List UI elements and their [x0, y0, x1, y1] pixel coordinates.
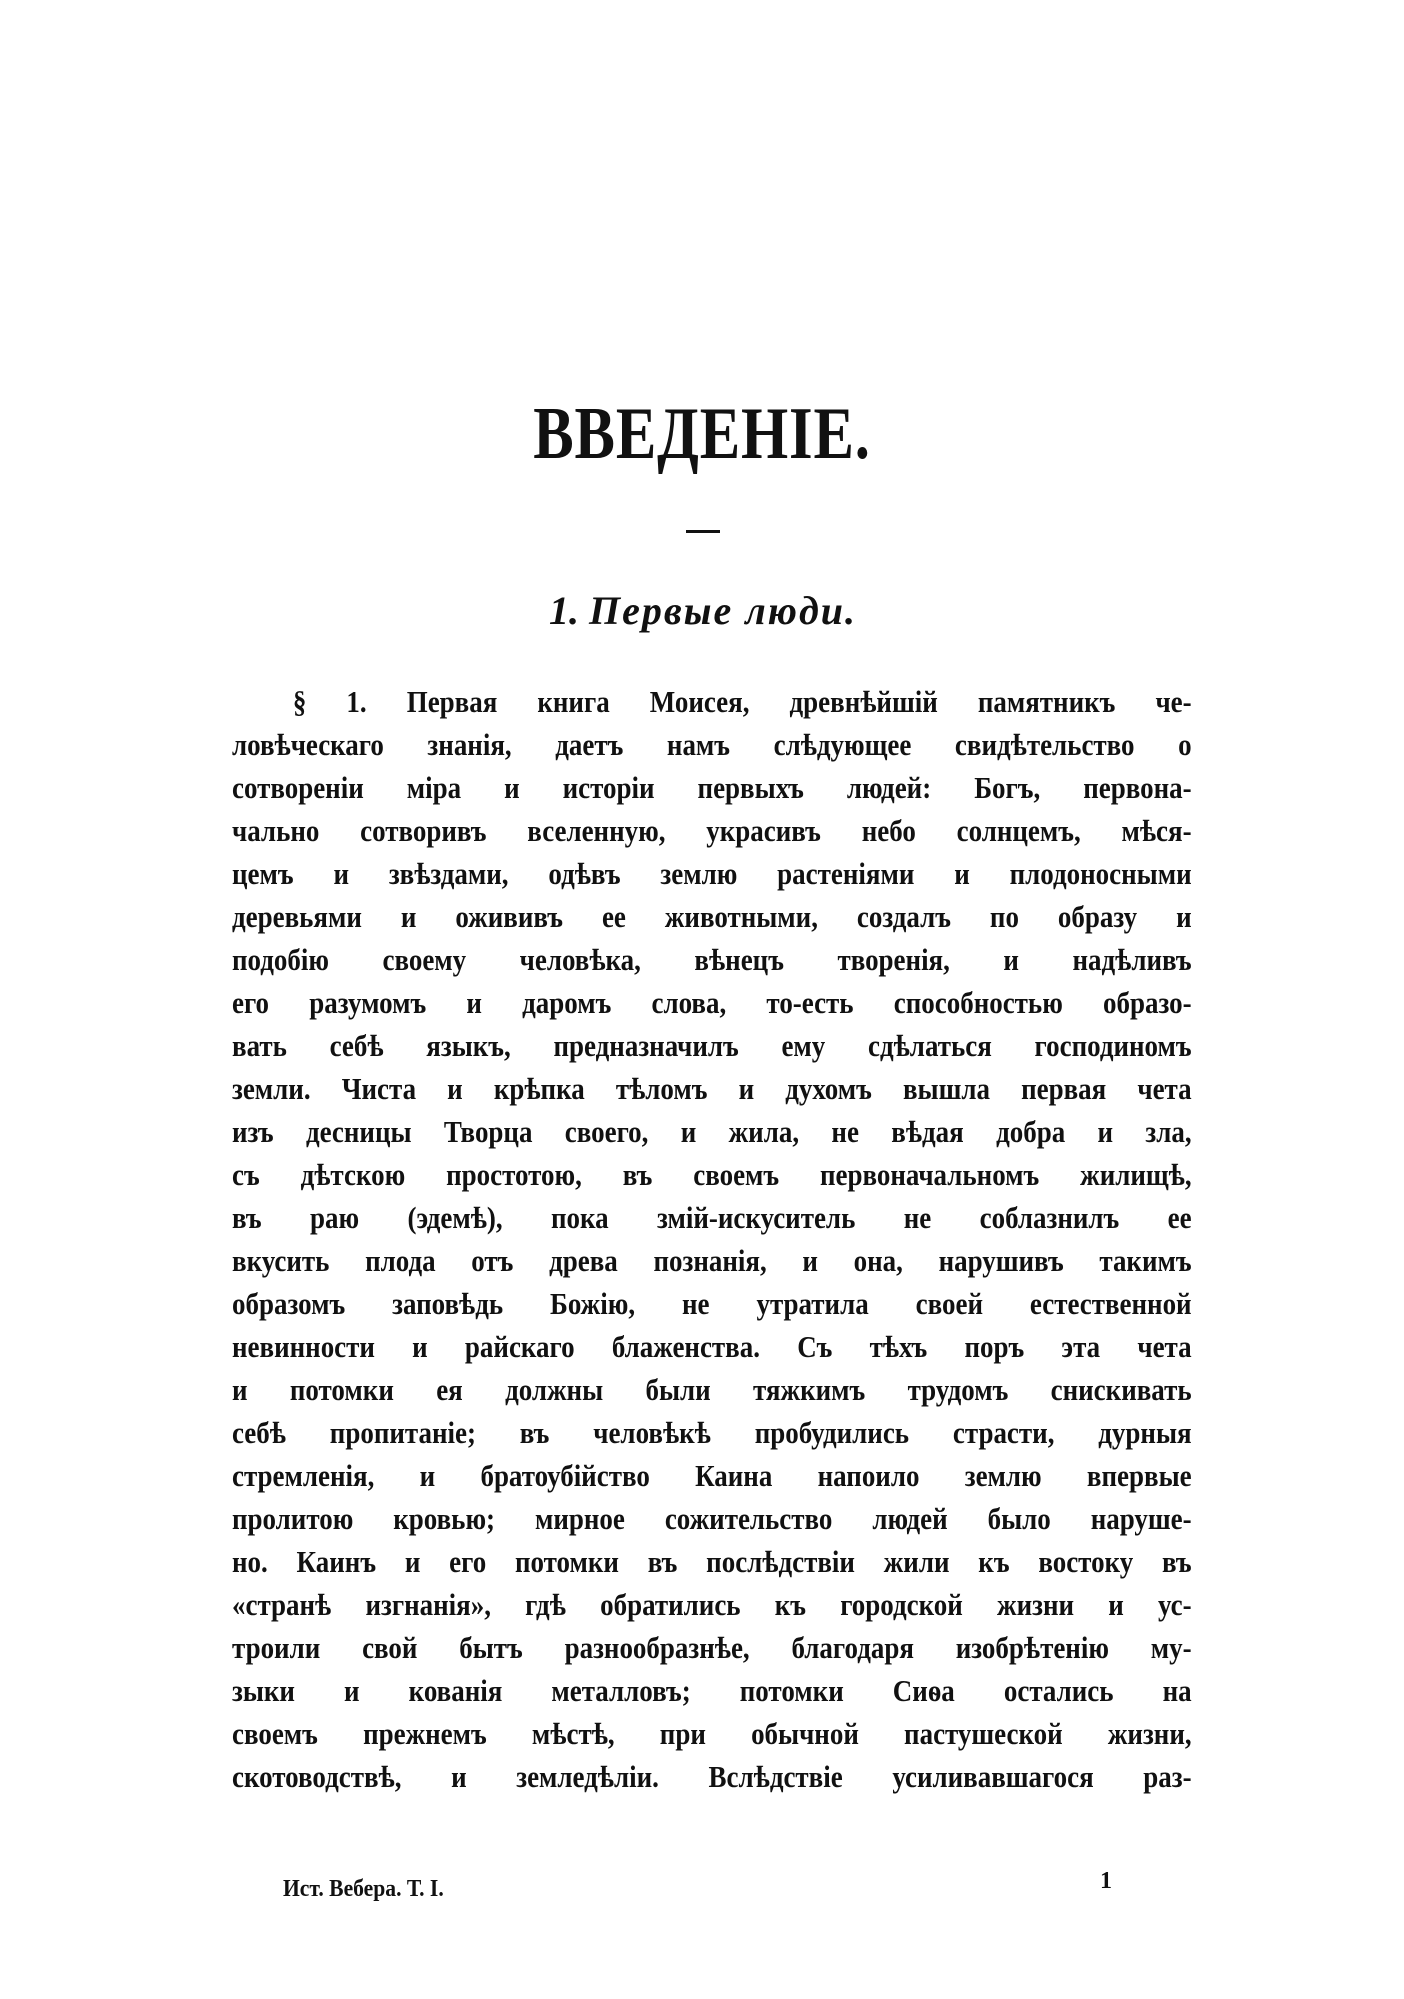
section-title: Первые люди — [588, 588, 846, 633]
chapter-title: ВВЕДЕНІЕ. — [533, 393, 871, 475]
section-title-period: . — [845, 588, 856, 633]
text-line: сотвореніи міра и исторіи первыхъ людей: Богъ, первона- — [232, 770, 1192, 805]
text-line: стремленія, и братоубійство Каина напоило землю впервые — [232, 1458, 1192, 1493]
text-line: его разумомъ и даромъ слова, то-есть способностью образо- — [232, 985, 1192, 1020]
text-line: деревьями и ожививъ ее животными, создалъ по образу и — [232, 899, 1192, 934]
text-line: земли. Чиста и крѣпка тѣломъ и духомъ вышла первая чета — [232, 1071, 1192, 1106]
text-line: съ дѣтскою простотою, въ своемъ первоначальномъ жилищѣ, — [232, 1157, 1192, 1192]
title-rule — [686, 530, 720, 533]
text-line: зыки и кованія металловъ; потомки Сиѳа остались на — [232, 1673, 1192, 1708]
text-line: ловѣческаго знанія, даетъ намъ слѣдующее свидѣтельство о — [232, 727, 1192, 762]
text-line: § 1. Первая книга Моисея, древнѣйшій памятникъ че- — [292, 684, 1192, 719]
text-line: вать себѣ языкъ, предназначилъ ему сдѣлаться господиномъ — [232, 1028, 1192, 1063]
text-line: скотоводствѣ, и земледѣліи. Вслѣдствіе усиливавшагося раз- — [232, 1759, 1192, 1794]
signature-mark: Ист. Вебера. Т. I. — [283, 1876, 444, 1902]
text-line: въ раю (эдемѣ), пока змій-искуситель не соблазнилъ ее — [232, 1200, 1192, 1235]
text-line: изъ десницы Творца своего, и жила, не вѣдая добра и зла, — [232, 1114, 1192, 1149]
section-heading — [0, 587, 1404, 634]
page-number: 1 — [1100, 1868, 1112, 1894]
text-line: невинности и райскаго блаженства. Съ тѣхъ поръ эта чета — [232, 1329, 1192, 1364]
text-line: и потомки ея должны были тяжкимъ трудомъ снискивать — [232, 1372, 1192, 1407]
text-line: себѣ пропитаніе; въ человѣкѣ пробудились страсти, дурныя — [232, 1415, 1192, 1450]
section-number: 1 — [548, 588, 569, 633]
text-line: цемъ и звѣздами, одѣвъ землю растеніями и плодоносными — [232, 856, 1192, 891]
text-line: пролитою кровью; мирное сожительство людей было нарушe- — [232, 1501, 1192, 1536]
text-line: троили свой бытъ разнообразнѣе, благодаря изобрѣтенію му- — [232, 1630, 1192, 1665]
text-line: вкусить плода отъ древа познанія, и она, нарушивъ такимъ — [232, 1243, 1192, 1278]
paragraph — [232, 680, 1192, 1798]
section-number-period: . — [568, 588, 579, 633]
text-line: «странѣ изгнанія», гдѣ обратились къ городской жизни и ус- — [232, 1587, 1192, 1622]
text-line: образомъ заповѣдь Божію, не утратила своей естественной — [232, 1286, 1192, 1321]
text-line: чально сотворивъ вселенную, украсивъ небо солнцемъ, мѣся- — [232, 813, 1192, 848]
text-line: но. Каинъ и его потомки въ послѣдствіи жили къ востоку въ — [232, 1544, 1192, 1579]
text-line: своемъ прежнемъ мѣстѣ, при обычной пастушеской жизни, — [232, 1716, 1192, 1751]
text-line: подобію своему человѣка, вѣнецъ творенія, и надѣливъ — [232, 942, 1192, 977]
